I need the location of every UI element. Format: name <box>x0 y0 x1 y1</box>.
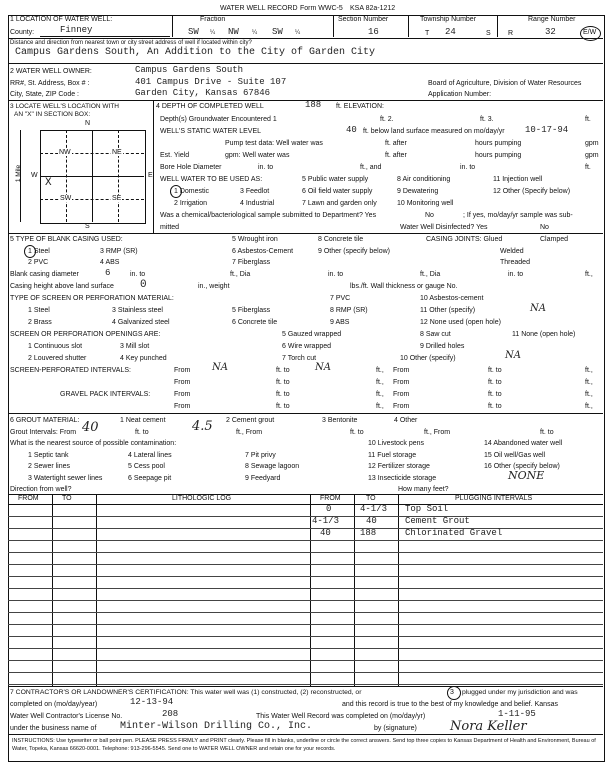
section-box <box>40 130 146 224</box>
open-5: 5 Gauzed wrapped <box>282 331 342 338</box>
plug-to-header: TO <box>366 495 376 502</box>
yield-gpm-2: gpm <box>585 152 599 159</box>
screen-other-value: NA <box>530 303 546 314</box>
in-weight: in., weight <box>198 283 230 290</box>
license-label: Water Well Contractor's License No. <box>10 713 123 720</box>
bore-in-to: in. to <box>258 164 274 171</box>
log-row-3-from: 40 <box>320 528 331 538</box>
log-row-1-to: 4-1/3 <box>360 504 388 514</box>
chem-question: Was a chemical/bacteriological sample submitted to Department? Yes <box>160 212 377 219</box>
use-12: 12 Other (Specify below) <box>493 188 571 195</box>
gravel-label: GRAVEL PACK INTERVALS: <box>60 391 151 398</box>
casing-4: 4 ABS <box>100 259 120 266</box>
src-16: 16 Other (specify below) <box>484 463 560 470</box>
county-label: County: <box>10 29 35 36</box>
signature: Nora Keller <box>450 719 527 734</box>
log-row-2-desc: Cement Grout <box>405 516 470 526</box>
log-row-3-desc: Chlorinated Gravel <box>405 528 503 538</box>
completed-label: completed on (mo/day/year) <box>10 701 98 708</box>
gravel-ft-to-4: ft. to <box>488 403 502 410</box>
board-label: Board of Agriculture, Division of Water Resources <box>428 80 582 87</box>
plug-from-header: FROM <box>320 495 341 502</box>
cert-text-2: plugged under my jurisdiction and was <box>462 689 578 696</box>
screen-8: 8 RMP (SR) <box>330 307 368 314</box>
use-11: 11 Injection well <box>493 176 543 183</box>
open-2: 2 Louvered shutter <box>28 355 87 362</box>
pump-label: Pump test data: Well water was <box>225 140 323 147</box>
form-number: Form WWC-5 <box>300 5 343 12</box>
log-row-1-desc: Top Soil <box>405 504 449 514</box>
grout-3: 3 Bentonite <box>322 417 358 424</box>
perf-from-2: From <box>393 367 410 374</box>
open-9: 9 Drilled holes <box>420 343 465 350</box>
casing-3: 3 RMP (SR) <box>100 248 138 255</box>
completed-date: 12-13-94 <box>130 697 174 707</box>
log-rule <box>8 612 603 613</box>
other-source-value: NONE <box>508 469 545 482</box>
record-label: This Water Well Record was completed on (mo/day/yr) <box>256 713 426 720</box>
pump-gpm: gpm <box>585 140 599 147</box>
gravel-from-4: From <box>393 403 410 410</box>
ft-elevation: ft. ELEVATION: <box>336 103 384 110</box>
perf-from-3: From <box>174 379 191 386</box>
use-9: 9 Dewatering <box>397 188 439 195</box>
src-6: 6 Seepage pit <box>128 475 172 482</box>
casing-5: 5 Wrought iron <box>232 236 278 243</box>
perf-from-value: NA <box>212 362 228 373</box>
log-row-2-from: 4-1/3 <box>312 516 340 526</box>
depth-label: 4 DEPTH OF COMPLETED WELL <box>156 103 264 110</box>
groundwater-label: Depth(s) Groundwater Encountered 1 <box>160 116 277 123</box>
record-date: 1-11-95 <box>498 709 536 719</box>
log-rule <box>8 516 603 517</box>
use-10: 10 Monitoring well <box>397 200 454 207</box>
log-rule <box>8 636 603 637</box>
open-8: 8 Saw cut <box>420 331 451 338</box>
open-1: 1 Continuous slot <box>28 343 83 350</box>
locate-title: 3 LOCATE WELL'S LOCATION WITH <box>10 103 120 110</box>
open-10: 10 Other (specify) <box>400 355 456 362</box>
chem-rest: ; If yes, mo/day/yr sample was sub- <box>463 212 573 219</box>
static-date: 10-17-94 <box>525 125 569 135</box>
log-row-3-to: 188 <box>360 528 377 538</box>
form-frame <box>8 15 605 762</box>
src-11: 11 Fuel storage <box>368 452 417 459</box>
distance-value: Campus Gardens South, An Addition to the City of Garden City <box>15 47 376 58</box>
grout-ft-to-3: ft. to <box>540 429 554 436</box>
open-6: 6 Wire wrapped <box>282 343 332 350</box>
casing-1: 1 Steel <box>28 248 50 255</box>
range-label: Range Number <box>528 16 576 23</box>
fraction-2: NW <box>228 27 239 37</box>
src-12: 12 Fertilizer storage <box>368 463 430 470</box>
static-rest: ft. below land surface measured on mo/day/yr <box>363 128 505 135</box>
section-number: 16 <box>368 27 379 37</box>
log-row-1-from: 0 <box>326 504 332 514</box>
gravel-from: From <box>174 391 191 398</box>
open-4: 4 Key punched <box>120 355 167 362</box>
diam-ft: ft., <box>585 271 593 278</box>
chem-no: No <box>425 212 434 219</box>
joints-label: CASING JOINTS: Glued <box>426 236 503 243</box>
perf-ft: ft., <box>376 367 384 374</box>
fraction-1: SW <box>188 27 199 37</box>
log-rule <box>8 684 603 685</box>
src-13: 13 Insecticide storage <box>368 475 437 482</box>
screen-3: 3 Stainless steel <box>112 307 163 314</box>
log-rule <box>8 600 603 601</box>
well-x-mark: X <box>45 177 52 189</box>
casing-2: 2 PVC <box>28 259 49 266</box>
gravel-ft: ft., <box>376 391 384 398</box>
log-rule <box>8 648 603 649</box>
perf-from: From <box>174 367 191 374</box>
height-label: Casing height above land surface <box>10 283 114 290</box>
north-label: N <box>85 120 91 127</box>
diam-in-to-2: in. to <box>328 271 344 278</box>
gravel-ft-3: ft., <box>376 403 384 410</box>
perf-ft-end: ft., <box>585 367 593 374</box>
diam-in-to-3: in. to <box>508 271 524 278</box>
cert-text: 7 CONTRACTOR'S OR LANDOWNER'S CERTIFICATION: This water well was (1) constructed, (2) reconstructed, or <box>10 689 362 696</box>
est-yield: Est. Yield <box>160 152 190 159</box>
log-rule <box>8 660 603 661</box>
disinfected: Water Well Disinfected? Yes <box>400 224 488 231</box>
perf-label: SCREEN-PERFORATED INTERVALS: <box>10 367 131 374</box>
gw-3: ft. 3. <box>480 116 494 123</box>
screen-1: 1 Steel <box>28 307 50 314</box>
county-value: Finney <box>60 25 93 35</box>
screen-7: 7 PVC <box>330 295 351 302</box>
east-label: E <box>148 172 153 179</box>
cert-circled-option: 3 <box>450 689 454 696</box>
height-value: 0 <box>140 279 147 291</box>
gw-2: ft. 2. <box>380 116 394 123</box>
gravel-ft-to: ft. to <box>276 391 290 398</box>
log-rule <box>8 528 603 529</box>
use-1: 1 Domestic <box>174 188 210 195</box>
business-label: under the business name of <box>10 725 97 732</box>
grout-ft-from: ft., From <box>236 429 263 436</box>
screen-12: 12 None used (open hole) <box>420 319 501 326</box>
src-9: 9 Feedyard <box>245 475 281 482</box>
township-label: Township Number <box>420 16 477 23</box>
src-7: 7 Pit privy <box>245 452 276 459</box>
perf-ft-4: ft., <box>585 379 593 386</box>
sw-label: SW <box>60 195 72 202</box>
range-number: 32 <box>545 27 556 37</box>
mile-label: 1 Mile <box>15 164 23 183</box>
locate-subtitle: AN "X" IN SECTION BOX: <box>14 111 91 118</box>
casing-8: 8 Concrete tile <box>318 236 364 243</box>
diam-ft-dia: ft., Dia <box>230 271 251 278</box>
quarter-1: ¼ <box>210 30 216 36</box>
use-2: 2 Irrigation <box>174 200 208 207</box>
perf-ft-to-3: ft. to <box>276 379 290 386</box>
diam-in-to: in. to <box>130 271 146 278</box>
log-rule <box>8 672 603 673</box>
t-letter: T <box>425 30 430 37</box>
lbs-label: lbs./ft. Wall thickness or gauge No. <box>350 283 458 290</box>
src-15: 15 Oil well/Gas well <box>484 452 546 459</box>
grout-1: 1 Neat cement <box>120 417 166 424</box>
log-rule <box>8 624 603 625</box>
log-rule <box>8 540 603 541</box>
how-many-label: How many feet? <box>398 486 449 493</box>
log-row-2-to: 40 <box>366 516 377 526</box>
owner-value: Campus Gardens South <box>135 65 244 75</box>
business-name: Minter-Wilson Drilling Co., Inc. <box>120 721 313 732</box>
bore-label: Bore Hole Diameter <box>160 164 222 171</box>
open-11: 11 None (open hole) <box>512 331 576 338</box>
bore-in-to-2: in. to <box>460 164 476 171</box>
quarter-3: ¼ <box>295 30 301 36</box>
screen-5: 5 Fiberglass <box>232 307 271 314</box>
instructions: INSTRUCTIONS: Use typewriter or ball point pen. PLEASE PRESS FIRMLY and PRINT clearly. Please fill in blanks, underline or circle the correct answers. Send top three copies to Kansas Department of Health and Environment, Bureau of Water, Topeka, Kansas 66620-0001. Telephone: 913-296-5545. Send one to WATER WELL OWNER and retain one for your records. <box>12 738 596 752</box>
perf-from-4: From <box>393 379 410 386</box>
south-label: S <box>85 223 90 230</box>
application-label: Application Number: <box>428 91 492 98</box>
static-label: WELL'S STATIC WATER LEVEL <box>160 128 262 135</box>
township-number: 24 <box>445 27 456 37</box>
use-8: 8 Air conditioning <box>397 176 451 183</box>
src-8: 8 Sewage lagoon <box>245 463 300 470</box>
src-2: 2 Sewer lines <box>28 463 71 470</box>
use-label: WELL WATER TO BE USED AS: <box>160 176 263 183</box>
disinfected-no: No <box>540 224 549 231</box>
screen-2: 2 Brass <box>28 319 52 326</box>
screen-10: 10 Asbestos-cement <box>420 295 484 302</box>
threaded: Threaded <box>500 259 530 266</box>
use-7: 7 Lawn and garden only <box>302 200 377 207</box>
mitted: mitted <box>160 224 180 231</box>
diameter-label: Blank casing diameter <box>10 271 79 278</box>
gw-ft: ft. <box>585 116 591 123</box>
casing-6: 6 Asbestos-Cement <box>232 248 294 255</box>
grout-to-value: 4.5 <box>192 419 213 434</box>
diam-ft-dia-2: ft., Dia <box>420 271 441 278</box>
perf-ft-to-2: ft. to <box>488 367 502 374</box>
log-rule <box>8 552 603 553</box>
src-10: 10 Livestock pens <box>368 440 425 447</box>
owner-label: 2 WATER WELL OWNER: <box>10 68 92 75</box>
screen-11: 11 Other (specify) <box>420 307 476 314</box>
form-title: WATER WELL RECORD <box>220 5 298 12</box>
se-label: SE <box>112 195 122 202</box>
yield-after: ft. after <box>385 152 407 159</box>
ksa-ref: KSA 82a-1212 <box>350 5 396 12</box>
welded: Welded <box>500 248 524 255</box>
bore-ft-and: ft., and <box>360 164 382 171</box>
address-label: RR#, St. Address, Box # : <box>10 80 90 87</box>
casing-9: 9 Other (specify below) <box>318 248 390 255</box>
quarter-2: ¼ <box>252 30 258 36</box>
fraction-label: Fraction <box>200 16 226 23</box>
s-letter: S <box>486 30 491 37</box>
city-value: Garden City, Kansas 67846 <box>135 88 271 98</box>
yield-hours: hours pumping <box>475 152 522 159</box>
perf-ft-3: ft., <box>376 379 384 386</box>
section-number-label: Section Number <box>338 16 389 23</box>
city-label: City, State, ZIP Code : <box>10 91 79 98</box>
log-from-header: FROM <box>18 495 39 502</box>
use-1-circle <box>170 185 182 198</box>
distance-label: Distance and direction from nearest town or city street address of well if located within city? <box>10 40 252 46</box>
log-rule <box>8 588 603 589</box>
open-other-value: NA <box>505 350 521 361</box>
r-letter: R <box>508 30 514 37</box>
bore-ft: ft. <box>585 164 591 171</box>
src-14: 14 Abandoned water well <box>484 440 563 447</box>
clamped: Clamped <box>540 236 569 243</box>
grout-ft-to-2: ft. to <box>350 429 364 436</box>
grout-ft-to: ft. to <box>135 429 149 436</box>
nearest-label: What is the nearest source of possible contamination: <box>10 440 177 447</box>
open-3: 3 Mill slot <box>120 343 150 350</box>
screen-label: TYPE OF SCREEN OR PERFORATION MATERIAL: <box>10 295 174 302</box>
perf-ft-to-4: ft. to <box>488 379 502 386</box>
src-1: 1 Septic tank <box>28 452 69 459</box>
src-5: 5 Cess pool <box>128 463 165 470</box>
ne-label: NE <box>112 149 122 156</box>
plugging-header: PLUGGING INTERVALS <box>455 495 533 502</box>
pump-hours: hours pumping <box>475 140 522 147</box>
diameter-value: 6 <box>105 268 111 278</box>
casing-1-circle <box>24 245 36 258</box>
fraction-3: SW <box>272 27 283 37</box>
use-3: 3 Feedlot <box>240 188 270 195</box>
casing-7: 7 Fiberglass <box>232 259 271 266</box>
use-6: 6 Oil field water supply <box>302 188 373 195</box>
pump-after: ft. after <box>385 140 407 147</box>
gravel-ft-to-3: ft. to <box>276 403 290 410</box>
completed-rest: and this record is true to the best of my knowledge and belief. Kansas <box>342 701 558 708</box>
log-rule <box>8 564 603 565</box>
open-7: 7 Torch cut <box>282 355 317 362</box>
gravel-from-3: From <box>174 403 191 410</box>
gravel-ft-2: ft., <box>585 391 593 398</box>
direction-label: Direction from well? <box>10 486 72 493</box>
yield-gpm: gpm: Well water was <box>225 152 290 159</box>
gravel-ft-4: ft., <box>585 403 593 410</box>
src-4: 4 Lateral lines <box>128 452 172 459</box>
depth-value: 188 <box>305 100 322 110</box>
grout-intervals: Grout Intervals: From <box>10 429 77 436</box>
grout-2: 2 Cement grout <box>226 417 275 424</box>
screen-6: 6 Concrete tile <box>232 319 278 326</box>
grout-from-value: 40 <box>82 420 99 435</box>
grout-4: 4 Other <box>394 417 418 424</box>
log-rule <box>8 576 603 577</box>
address-value: 401 Campus Drive - Suite 107 <box>135 77 287 87</box>
use-5: 5 Public water supply <box>302 176 369 183</box>
lithologic-header: LITHOLOGIC LOG <box>172 495 232 502</box>
use-4: 4 Industrial <box>240 200 275 207</box>
openings-label: SCREEN OR PERFORATION OPENINGS ARE: <box>10 331 161 338</box>
static-value: 40 <box>346 125 357 135</box>
perf-to-value: NA <box>315 362 331 373</box>
screen-4: 4 Galvanized steel <box>112 319 170 326</box>
perf-ft-to: ft. to <box>276 367 290 374</box>
screen-9: 9 ABS <box>330 319 350 326</box>
casing-label: 5 TYPE OF BLANK CASING USED: <box>10 236 123 243</box>
ew-label: E/W <box>583 29 597 36</box>
src-3: 3 Watertight sewer lines <box>28 475 103 482</box>
grout-ft-from-2: ft., From <box>424 429 451 436</box>
log-to-header: TO <box>62 495 72 502</box>
grout-label: 6 GROUT MATERIAL: <box>10 417 80 424</box>
nw-label: NW <box>59 149 71 156</box>
license-number: 208 <box>162 709 179 719</box>
signature-label: by (signature) <box>374 725 417 732</box>
section-1-label: 1 LOCATION OF WATER WELL: <box>10 16 113 23</box>
gravel-ft-to-2: ft. to <box>488 391 502 398</box>
west-label: W <box>31 172 38 179</box>
gravel-from-2: From <box>393 391 410 398</box>
